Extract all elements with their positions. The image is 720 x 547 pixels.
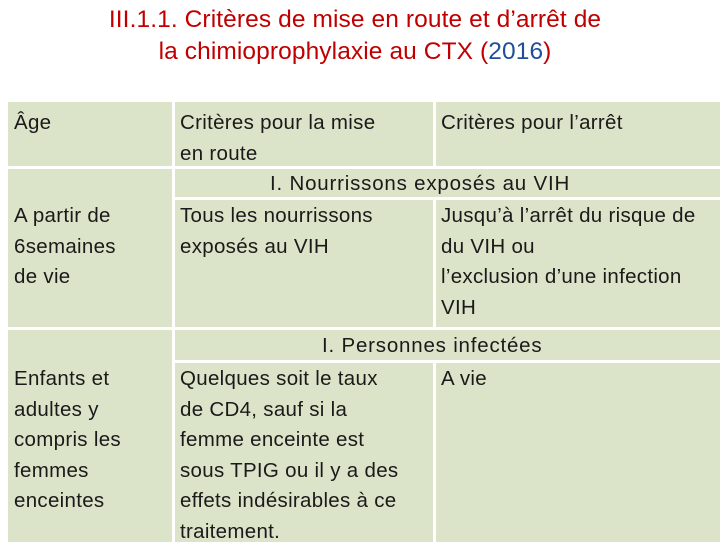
section-2-start-line: femme enceinte est bbox=[180, 425, 398, 456]
slide-title-line-1: III.1.1. Critères de mise en route et d’arrêt de bbox=[0, 4, 710, 36]
slide-title bbox=[0, 4, 710, 68]
section-2-start bbox=[180, 364, 398, 547]
section-2-start-line: traitement. bbox=[180, 517, 398, 547]
header-start-line-2: en route bbox=[180, 139, 375, 170]
section-2-start-line: effets indésirables à ce bbox=[180, 486, 398, 517]
section-1-stop-line: du VIH ou bbox=[441, 232, 696, 263]
column-divider-3 bbox=[433, 199, 436, 327]
slide-title-suffix: ) bbox=[543, 38, 551, 65]
section-1-stop-line: VIH bbox=[441, 293, 696, 324]
section-2-age-line: Enfants et bbox=[14, 364, 121, 395]
section-1-age-line: de vie bbox=[14, 262, 116, 293]
slide-title-line-2 bbox=[0, 36, 710, 68]
header-start-criteria bbox=[180, 108, 375, 169]
section-1-age bbox=[14, 201, 116, 293]
section-2-age-line: adultes y bbox=[14, 395, 121, 426]
header-stop-criteria: Critères pour l’arrêt bbox=[441, 108, 623, 139]
slide-title-year: 2016 bbox=[488, 38, 543, 65]
section-2-heading: I. Personnes infectées bbox=[322, 331, 542, 361]
section-1-age-line: A partir de bbox=[14, 201, 116, 232]
section-2-age-line: femmes bbox=[14, 456, 121, 487]
section-1-stop-line: Jusqu’à l’arrêt du risque de bbox=[441, 201, 696, 232]
section-2-start-line: de CD4, sauf si la bbox=[180, 395, 398, 426]
section-2-age-line: enceintes bbox=[14, 486, 121, 517]
section-1-start bbox=[180, 201, 373, 262]
section-1-start-line: Tous les nourrissons bbox=[180, 201, 373, 232]
section-1-stop bbox=[441, 201, 696, 323]
section-1-heading: I. Nourrissons exposés au VIH bbox=[270, 169, 570, 199]
section-2-start-line: Quelques soit le taux bbox=[180, 364, 398, 395]
section-1-start-line: exposés au VIH bbox=[180, 232, 373, 263]
section-2-age bbox=[14, 364, 121, 517]
section-1-age-line: 6semaines bbox=[14, 232, 116, 263]
column-divider-4 bbox=[433, 362, 436, 542]
section-2-stop bbox=[441, 364, 487, 395]
section-1-stop-line: l’exclusion d’une infection bbox=[441, 262, 696, 293]
section-2-start-line: sous TPIG ou il y a des bbox=[180, 456, 398, 487]
slide-title-prefix: la chimioprophylaxie au CTX ( bbox=[159, 38, 489, 65]
column-divider-2 bbox=[433, 102, 436, 166]
header-start-line-1: Critères pour la mise bbox=[180, 108, 375, 139]
section-2-age-line: compris les bbox=[14, 425, 121, 456]
header-age: Âge bbox=[14, 108, 51, 139]
section-2-stop-line: A vie bbox=[441, 364, 487, 395]
column-divider-1 bbox=[172, 102, 175, 542]
